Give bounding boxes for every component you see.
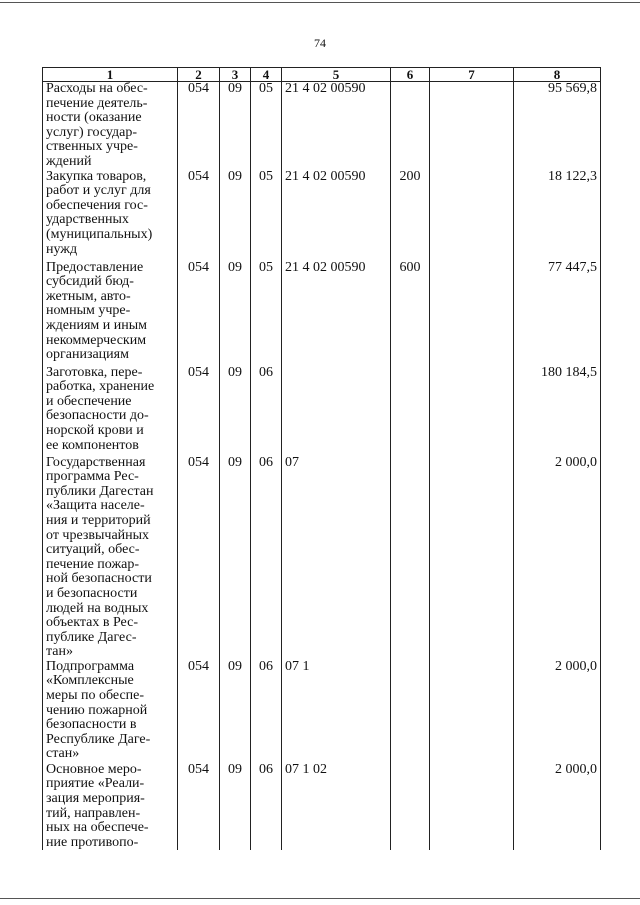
bottom-scan-edge-line xyxy=(0,898,640,899)
row-name-line: работ и услуг для xyxy=(46,183,151,199)
row-name-line: ных на обеспече- xyxy=(46,820,149,836)
row-col-4: 05 xyxy=(251,261,282,366)
row-name-line: приятие «Реали- xyxy=(46,776,145,792)
row-col-6 xyxy=(391,660,430,763)
row-name-line: стан» xyxy=(46,746,80,762)
row-col-4: 06 xyxy=(251,660,282,763)
row-col-2: 054 xyxy=(178,763,220,851)
row-col-8: 18 122,3 xyxy=(514,170,601,261)
row-name-line: Республике Даге- xyxy=(46,731,151,747)
row-name-line: Подпрограмма xyxy=(46,659,135,674)
row-col-6: 600 xyxy=(391,261,430,366)
row-name-line: публики Дагестан xyxy=(46,483,154,499)
row-col-8: 2 000,0 xyxy=(514,456,601,660)
top-scan-edge-line xyxy=(0,2,640,3)
row-col-5: 21 4 02 00590 xyxy=(282,261,391,366)
row-col-4: 05 xyxy=(251,82,282,170)
row-name-line: организациям xyxy=(46,347,129,363)
header-col-6: 6 xyxy=(391,68,430,82)
row-name-line: от чрезвычайных xyxy=(46,527,150,543)
row-col-5: 07 1 xyxy=(282,660,391,763)
table-row xyxy=(43,660,601,763)
table-row xyxy=(43,82,601,170)
row-col-3: 09 xyxy=(220,366,251,456)
row-col-2: 054 xyxy=(178,170,220,261)
row-name-line: работка, хранение xyxy=(46,379,155,395)
row-col-2: 054 xyxy=(178,82,220,170)
header-col-2: 2 xyxy=(178,68,220,82)
row-name-line: ситуаций, обес- xyxy=(46,542,140,558)
row-name-line: ности (оказание xyxy=(46,110,142,126)
row-name-line: номным учре- xyxy=(46,303,131,319)
row-col-8: 95 569,8 xyxy=(514,82,601,170)
row-name-line: печение деятель- xyxy=(46,95,148,111)
row-name-line: (муниципальных) xyxy=(46,226,153,242)
row-col-8: 180 184,5 xyxy=(514,366,601,456)
budget-table xyxy=(42,67,601,850)
table-row xyxy=(43,366,601,456)
row-name-line: «Комплексные xyxy=(46,673,134,689)
row-name-line: нужд xyxy=(46,241,78,257)
header-col-1: 1 xyxy=(43,68,178,82)
row-name-line: ние противопо- xyxy=(46,834,139,850)
row-name-line: Расходы на обес- xyxy=(46,81,148,96)
row-name xyxy=(43,261,178,366)
row-col-4: 06 xyxy=(251,366,282,456)
row-col-3: 09 xyxy=(220,261,251,366)
row-name-line: норской крови и xyxy=(46,422,144,438)
row-name-line: безопасности в xyxy=(46,717,137,733)
row-name-line: меры по обеспе- xyxy=(46,688,145,704)
row-col-7 xyxy=(430,660,514,763)
row-col-4: 05 xyxy=(251,170,282,261)
row-name-line: ния и территорий xyxy=(46,512,151,528)
table-row xyxy=(43,261,601,366)
row-col-3: 09 xyxy=(220,170,251,261)
row-name-line: Основное меро- xyxy=(46,762,142,777)
row-name-line: ной безопасности xyxy=(46,571,152,587)
row-name-line: тий, направлен- xyxy=(46,805,141,821)
table-body xyxy=(43,82,601,851)
row-col-8: 2 000,0 xyxy=(514,763,601,851)
row-name-line: обеспечения гос- xyxy=(46,197,148,213)
row-col-6 xyxy=(391,82,430,170)
row-col-2: 054 xyxy=(178,261,220,366)
row-name-line: ждениям и иным xyxy=(46,317,148,333)
row-name-line: Заготовка, пере- xyxy=(46,365,143,380)
header-col-4: 4 xyxy=(251,68,282,82)
row-col-5: 21 4 02 00590 xyxy=(282,170,391,261)
row-name-line: объектах в Рес- xyxy=(46,615,138,631)
row-name-line: Закупка товаров, xyxy=(46,169,147,184)
row-name xyxy=(43,170,178,261)
row-name-line: жетным, авто- xyxy=(46,288,131,304)
row-col-7 xyxy=(430,366,514,456)
row-col-5: 21 4 02 00590 xyxy=(282,82,391,170)
row-col-3: 09 xyxy=(220,456,251,660)
row-col-7 xyxy=(430,763,514,851)
row-col-7 xyxy=(430,456,514,660)
row-name-line: печение пожар- xyxy=(46,556,140,572)
row-col-6: 200 xyxy=(391,170,430,261)
table-header-row xyxy=(43,68,601,82)
row-name-line: ударственных xyxy=(46,212,129,228)
row-col-7 xyxy=(430,261,514,366)
row-col-3: 09 xyxy=(220,763,251,851)
row-col-5: 07 1 02 xyxy=(282,763,391,851)
table-row xyxy=(43,456,601,660)
row-col-3: 09 xyxy=(220,660,251,763)
row-col-8: 77 447,5 xyxy=(514,261,601,366)
table-row xyxy=(43,763,601,851)
row-name-line: услуг) государ- xyxy=(46,124,137,140)
row-name xyxy=(43,763,178,851)
row-name-line: «Защита населе- xyxy=(46,498,145,514)
row-name-line: ждений xyxy=(46,153,92,169)
header-col-3: 3 xyxy=(220,68,251,82)
row-name xyxy=(43,82,178,170)
row-col-8: 2 000,0 xyxy=(514,660,601,763)
row-name-line: и обеспечение xyxy=(46,393,132,409)
row-name xyxy=(43,366,178,456)
row-col-4: 06 xyxy=(251,456,282,660)
row-col-3: 09 xyxy=(220,82,251,170)
row-col-2: 054 xyxy=(178,660,220,763)
row-col-6 xyxy=(391,366,430,456)
row-name-line: и безопасности xyxy=(46,585,138,601)
row-name xyxy=(43,456,178,660)
row-name-line: программа Рес- xyxy=(46,469,139,485)
header-col-7: 7 xyxy=(430,68,514,82)
row-col-7 xyxy=(430,170,514,261)
row-col-2: 054 xyxy=(178,366,220,456)
row-name-line: Предоставление xyxy=(46,260,144,275)
row-name-line: чению пожарной xyxy=(46,702,148,718)
row-col-6 xyxy=(391,456,430,660)
row-col-5: 07 xyxy=(282,456,391,660)
header-col-8: 8 xyxy=(514,68,601,82)
header-col-5: 5 xyxy=(282,68,391,82)
row-name-line: тан» xyxy=(46,644,73,660)
row-col-2: 054 xyxy=(178,456,220,660)
row-col-5 xyxy=(282,366,391,456)
row-col-4: 06 xyxy=(251,763,282,851)
row-name-line: субсидий бюд- xyxy=(46,274,134,290)
row-name-line: Государственная xyxy=(46,455,146,470)
row-name-line: людей на водных xyxy=(46,600,149,616)
row-name-line: ее компонентов xyxy=(46,437,139,453)
row-col-7 xyxy=(430,82,514,170)
row-name-line: зация мероприя- xyxy=(46,791,145,807)
table-row xyxy=(43,170,601,261)
page-number: 74 xyxy=(314,36,326,50)
row-name-line: некоммерческим xyxy=(46,332,147,348)
row-col-6 xyxy=(391,763,430,851)
row-name xyxy=(43,660,178,763)
row-name-line: ственных учре- xyxy=(46,139,138,155)
row-name-line: публике Дагес- xyxy=(46,629,137,645)
row-name-line: безопасности до- xyxy=(46,408,149,424)
